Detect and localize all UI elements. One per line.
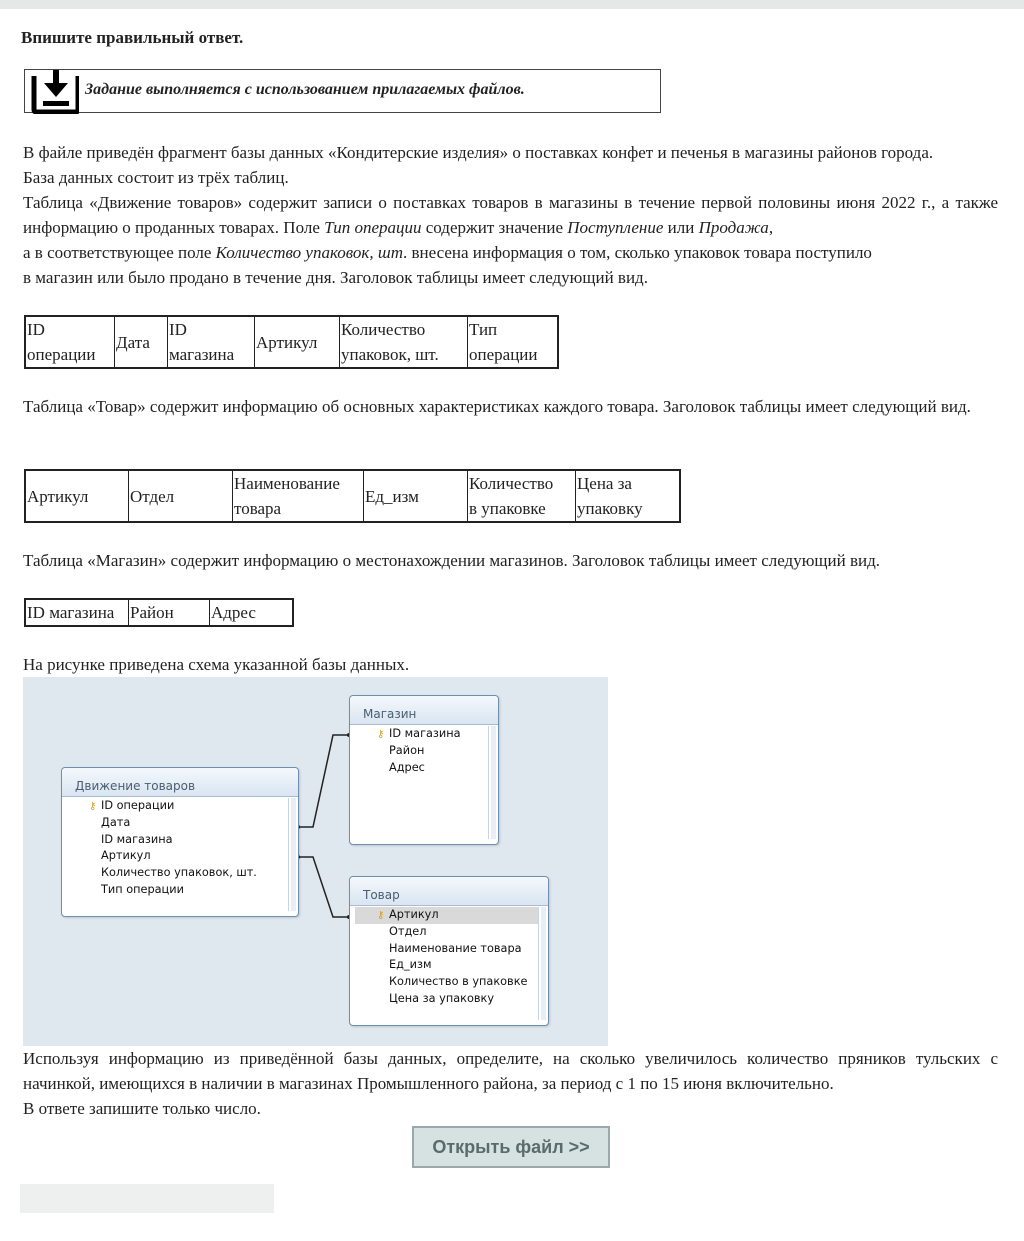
schema-table-movement[interactable] [61,767,299,917]
schema-table-title: Товар [350,877,548,906]
scrollbar[interactable] [291,798,296,911]
schema-field[interactable]: ID магазина [101,832,173,846]
scrollbar[interactable] [491,726,496,839]
header-cell: Артикул [255,316,340,368]
schema-field[interactable]: ⚷ Артикул [355,907,538,924]
open-file-button[interactable]: Открыть файл >> [412,1126,610,1168]
header-cell: ID магазина [168,316,255,368]
schema-field[interactable]: Отдел [389,924,427,938]
schema-field[interactable]: Адрес [389,760,425,774]
header-cell: Отдел [129,470,233,522]
schema-field[interactable]: Тип операции [101,882,184,896]
tovar-header-table [24,469,681,523]
header-cell: Дата [115,316,168,368]
intro-movement-description: Таблица «Движение товаров» содержит записи о поставках товаров в магазины в течение первой половины июня 2022 г., а также информацию о проданных товарах. Поле Тип операции содержит значение Поступление или Продажа, [23,193,998,237]
download-icon[interactable] [29,70,79,114]
header-cell: Ед_изм [364,470,468,522]
schema-caption: На рисунке приведена схема указанной базы данных. [23,655,410,674]
top-bar [0,0,1024,9]
intro-line: База данных состоит из трёх таблиц. [23,168,289,187]
schema-field[interactable]: Количество в упаковке [389,975,528,989]
schema-field[interactable]: Цена за упаковку [389,991,495,1005]
intro-line: в магазин или было продано в течение дня. Заголовок таблицы имеет следующий вид. [23,268,648,287]
attachment-notice [24,69,661,113]
header-cell: Адрес [210,599,294,626]
schema-field[interactable]: Артикул [101,849,151,863]
intro-paragraph [23,140,998,290]
attachment-text: Задание выполняется с использованием прилагаемых файлов. [85,81,525,98]
schema-field[interactable]: Количество упаковок, шт. [101,866,257,880]
schema-field[interactable]: ⚷ ID операции [67,798,288,815]
schema-table-tovar[interactable] [349,876,549,1026]
instruction-text: Впишите правильный ответ. [21,28,244,47]
tovar-description: Таблица «Товар» содержит информацию об основных характеристиках каждого товара. Заголовок таблицы имеет следующий вид. [23,397,971,416]
schema-field[interactable]: Наименование товара [389,941,522,955]
movement-header-table [24,315,559,369]
schema-table-title: Магазин [350,696,498,725]
schema-field[interactable]: Район [389,743,425,757]
primary-key-icon: ⚷ [89,801,97,812]
header-cell: Количество в упаковке [468,470,576,522]
header-cell: ID магазина [25,599,129,626]
header-cell: Тип операции [468,316,559,368]
header-cell: Цена за упаковку [576,470,681,522]
schema-field[interactable]: ⚷ ID магазина [355,726,488,743]
intro-line: В файле приведён фрагмент базы данных «Кондитерские изделия» о поставках конфет и печенья в магазины районов города. [23,143,934,162]
schema-table-title: Движение товаров [62,768,298,797]
header-cell: Наименование товара [233,470,364,522]
header-cell: Артикул [25,470,129,522]
scrollbar[interactable] [541,907,546,1020]
question-text: Используя информацию из приведённой базы данных, определите, на сколько увеличилось количество пряников тульских с начинкой, имеющихся в наличии в магазинах Промышленного района, за период с 1 по 15 июня включительно. В ответе запишите только число. [23,1049,998,1118]
schema-table-magazin[interactable] [349,695,499,845]
schema-field[interactable]: Дата [101,815,131,829]
database-schema-diagram [23,677,608,1046]
magazin-description: Таблица «Магазин» содержит информацию о местонахождении магазинов. Заголовок таблицы имеет следующий вид. [23,551,880,570]
answer-input[interactable] [20,1184,274,1213]
header-cell: Количество упаковок, шт. [340,316,468,368]
intro-line: а в соответствующее поле Количество упаковок, шт. внесена информация о том, сколько упаковок товара поступило [23,243,872,262]
header-cell: ID операции [25,316,115,368]
primary-key-icon: ⚷ [377,729,385,740]
schema-field[interactable]: Ед_изм [389,958,432,972]
primary-key-icon: ⚷ [377,910,385,921]
header-cell: Район [129,599,210,626]
magazin-header-table [24,598,294,627]
